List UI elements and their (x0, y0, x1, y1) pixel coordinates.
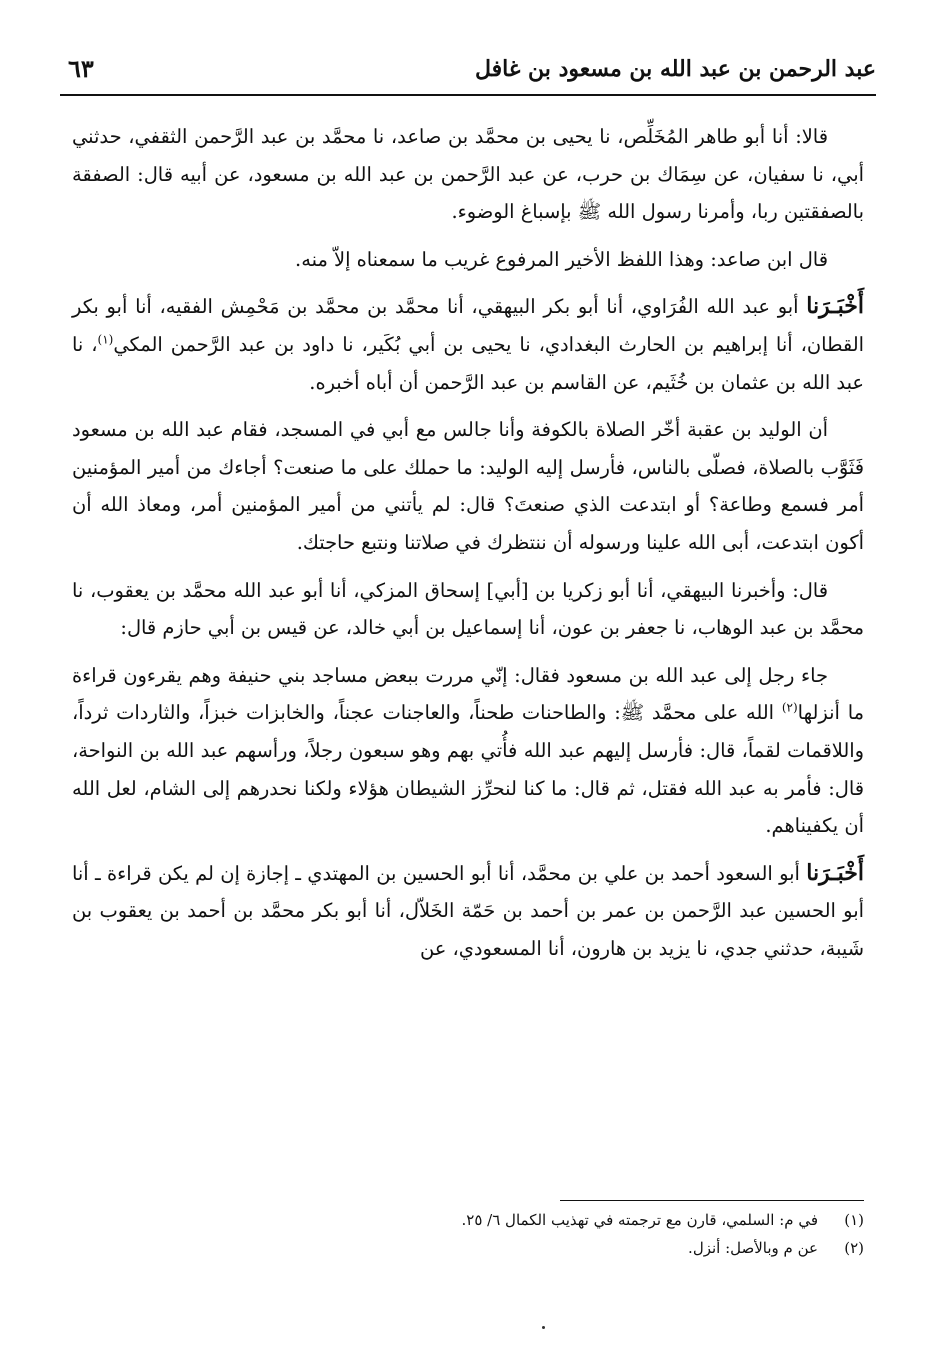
main-text (72, 118, 864, 977)
running-title: عبد الرحمن بن عبد الله بن مسعود بن غافل (475, 56, 876, 82)
footnote-ref-1: (١) (97, 332, 114, 347)
paragraph-3: أَخْبَـرَنا أبو عبد الله الفُرَاوي، أنا أبو بكر البيهقي، أنا محمَّد بن محمَّد بن مَحْمِش الفقيه، أنا أبو بكر القطان، أنا إبراهيم بن الحارث البغدادي، نا يحيى بن أبي بُكَير، نا داود بن عبد الرَّحمن المكي$^{(١)}$، نا عبد الله بن عثمان بن خُثَيم، عن القاسم بن عبد الرَّحمن أن أباه أخبره. (72, 293, 864, 394)
akhbarana-keyword: أَخْبَـرَنا (806, 293, 864, 320)
page-mark (542, 1326, 545, 1329)
footnote-1: (١)في م: السلمي، قارن مع ترجمته في تهذيب الكمال ٦/ ٢٥. (461, 1211, 864, 1229)
paragraph-2: قال ابن صاعد: وهذا اللفظ الأخير المرفوع غريب ما سمعناه إلاّ منه. (295, 247, 828, 271)
paragraph-7: أَخْبَـرَنا أبو السعود أحمد بن علي بن محمَّد، أنا أبو الحسين بن المهتدي ـ إجازة إن لم يكن قراءة ـ أنا أبو الحسين عبد الرَّحمن بن عمر بن أحمد بن حَمّة الخَلاّل، أنا أبو بكر محمَّد بن أحمد بن يعقوب بن شَيبة، حدثني جدي، نا يزيد بن هارون، أنا المسعودي، عن (72, 859, 864, 960)
footnote-rule (560, 1200, 864, 1201)
header-rule (60, 94, 876, 96)
paragraph-1: قالا: أنا أبو طاهر المُخَلِّص، نا يحيى بن محمَّد بن صاعد، نا محمَّد بن عبد الرَّحمن الثقفي، حدثني أبي، نا سفيان، عن سِمَاك بن حرب، عن عبد الرَّحمن بن عبد الله بن مسعود، عن أبيه قال: الصفقة بالصفقتين ربا، وأمرنا رسول الله ﷺ بإسباغ الوضوء. (72, 125, 864, 224)
page-header (60, 52, 876, 92)
akhbarana-keyword: أَخْبَـرَنا (806, 859, 864, 886)
paragraph-4: أن الوليد بن عقبة أخّر الصلاة بالكوفة وأنا جالس مع أبي في المسجد، فقام عبد الله بن مسعود فَثَوَّب بالصلاة، فصلّى بالناس، فأرسل إليه الوليد: ما حملك على ما صنعت؟ أجاءك من أمير المؤمنين أمر فسمع وطاعة؟ أو ابتدعت الذي صنعتَ؟ قال: لم يأتني من أمير المؤمنين أمر، ومعاذ الله أن أكون ابتدعت، أبى الله علينا ورسوله أن ننتظرك في صلاتنا ونتبع حاجتك. (72, 418, 864, 554)
paragraph-5: قال: وأخبرنا البيهقي، أنا أبو زكريا بن [أبي] إسحاق المزكي، أنا أبو عبد الله محمَّد بن يعقوب، نا محمَّد بن عبد الوهاب، نا جعفر بن عون، أنا إسماعيل بن أبي خالد، عن قيس بن أبي حازم قال: (72, 578, 864, 640)
footnote-ref-2: (٢) (781, 700, 798, 715)
page-number: ٦٣ (68, 54, 94, 83)
footnotes (72, 1206, 864, 1262)
footnote-2: (٢)عن م وبالأصل: أنزل. (688, 1239, 864, 1257)
paragraph-6: جاء رجل إلى عبد الله بن مسعود فقال: إنّي مررت ببعض مساجد بني حنيفة وهم يقرءون قراءة ما أنزلها$^{(٢)}$ الله على محمَّد ﷺ: والطاحنات طحناً، والعاجنات عجناً، والخابزات خبزاً، والثاردات ثرداً، واللاقمات لقماً، قال: فأرسل إليهم عبد الله فأُتي بهم وهو سبعون رجلاً، ورأسهم عبد الله بن النواحة، قال: فأمر به عبد الله فقتل، ثم قال: ما كنا لنحرِّز الشيطان هؤلاء ولكنا نحدرهم إلى الشام، لعل الله أن يكفيناهم. (72, 663, 864, 838)
